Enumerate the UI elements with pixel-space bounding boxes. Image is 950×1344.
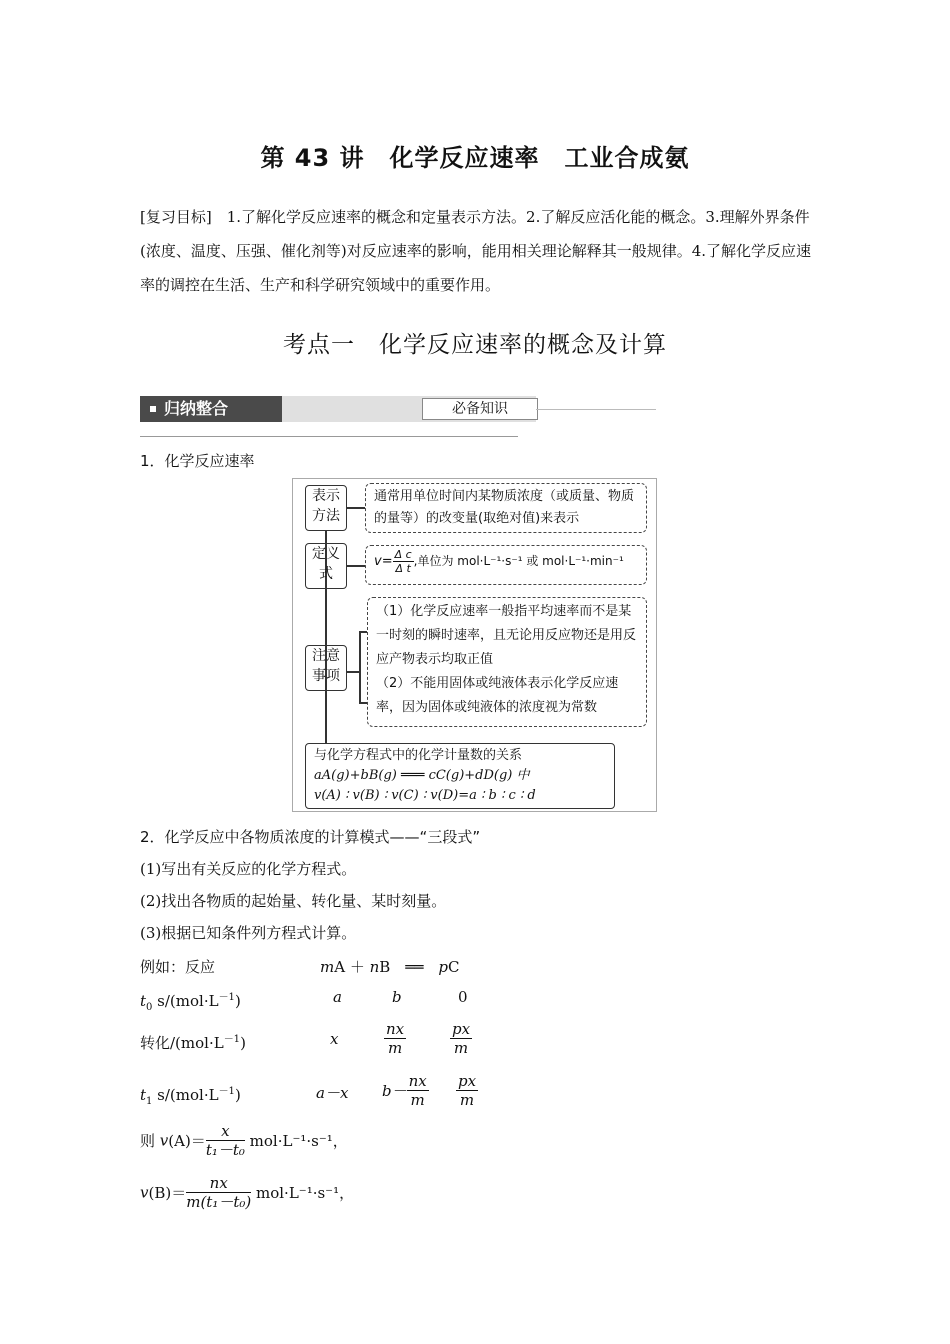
step-2: (2)找出各物质的起始量、转化量、某时刻量。 — [140, 892, 447, 910]
connector-2 — [347, 565, 365, 567]
square-icon — [150, 406, 156, 412]
table-change-a: x — [330, 1030, 339, 1048]
review-objectives — [140, 200, 820, 302]
diagram-text-expression: 通常用单位时间内某物质浓度（或质量、物质的量等）的改变量(取绝对值)来表示 — [365, 483, 647, 533]
table-t1-a: a－x — [316, 1084, 349, 1102]
step-1: (1)写出有关反应的化学方程式。 — [140, 860, 357, 878]
diagram-box-definition: 定义 式 — [305, 543, 347, 589]
bracket-line — [359, 631, 361, 703]
connector-3 — [347, 671, 359, 673]
table-t1-c: $\frac{px}{m}$ — [458, 1072, 477, 1109]
subsection-1-heading: 1．化学反应速率 — [140, 452, 255, 470]
formula-vb: v(B)＝ $\frac{nx}{\text{m(t₁－t₀)}}$ mol·L⁻¹·s⁻¹， — [140, 1174, 355, 1211]
page-title: 第 43 讲 化学反应速率 工业合成氨 — [260, 144, 690, 172]
bracket-top — [359, 631, 367, 633]
banner-left: 归纳整合 — [140, 396, 282, 422]
table-change-b: $\frac{nx}{m}$ — [386, 1020, 405, 1057]
connector-1 — [347, 507, 365, 509]
table-change-c: $\frac{px}{m}$ — [452, 1020, 471, 1057]
diagram-box-notes: 注意 事项 — [305, 645, 347, 691]
section-banner — [140, 394, 518, 437]
rate-concept-diagram — [292, 478, 657, 812]
diagram-box-stoichiometry: 与化学方程式中的化学计量数的关系 aA(g)+bB(g) ═══ cC(g)+dD(g) 中 v(A) ∶ v(B) ∶ v(C) ∶ v(D)=a ∶ b ∶ c ∶ d — [305, 743, 615, 809]
table-row-t1-label: $t_1$ $s/(mol\cdot L^{-1})$ — [140, 1086, 241, 1107]
table-row-change-label: 转化$/(mol\cdot L^{-1})$ — [140, 1034, 246, 1052]
table-t0-a: a — [333, 988, 342, 1006]
table-t0-c: 0 — [458, 988, 468, 1006]
bracket-bottom — [359, 702, 367, 704]
section-title: 考点一 化学反应速率的概念及计算 — [283, 332, 667, 358]
table-row-reaction-equation: mA ＋ nB ══ pC — [320, 958, 460, 976]
review-text: 1.了解化学反应速率的概念和定量表示方法。2.了解反应活化能的概念。3.理解外界条件(浓度、温度、压强、催化剂等)对反应速率的影响，能用相关理论解释其一般规律。4.了解化学反应速率的调控在生活、生产和科学研究领域中的重要作用。 — [140, 208, 812, 294]
table-t1-b: b－ $\frac{nx}{m}$ — [382, 1072, 427, 1109]
table-row-reaction-label: 例如：反应 — [140, 958, 216, 976]
diagram-text-definition: v= $\frac{\text{Δ c}}{\text{Δ t}}$ ,单位为 mol·L⁻¹·s⁻¹ 或 mol·L⁻¹·min⁻¹ — [365, 545, 647, 585]
banner-right-bg — [282, 396, 536, 422]
table-row-t0-label: $t_0$ $s/(mol\cdot L^{-1})$ — [140, 992, 241, 1013]
banner-right: 必备知识 — [422, 398, 538, 420]
review-tag: [复习目标] — [140, 208, 212, 226]
step-3: (3)根据已知条件列方程式计算。 — [140, 924, 357, 942]
diagram-text-notes: （1）化学反应速率一般指平均速率而不是某一时刻的瞬时速率，且无论用反应物还是用反应产物表示均取正值 （2）不能用固体或纯液体表示化学反应速率，因为固体或纯液体的浓度视为常数 — [367, 597, 647, 727]
diagram-box-expression: 表示 方法 — [305, 485, 347, 531]
formula-va: 则 v(A)＝ $\frac{x}{\text{t₁－t₀}}$ mol·L⁻¹·s⁻¹， — [140, 1122, 348, 1159]
banner-divider — [536, 409, 656, 410]
subsection-2-heading: 2．化学反应中各物质浓度的计算模式——“三段式” — [140, 828, 481, 846]
table-t0-b: b — [392, 988, 402, 1006]
